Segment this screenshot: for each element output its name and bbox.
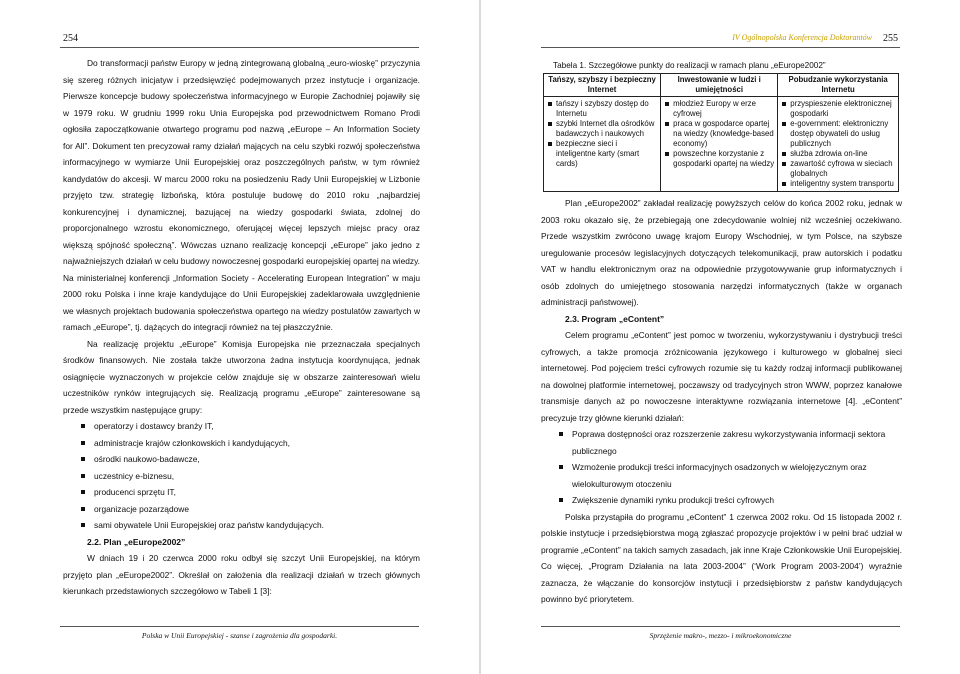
section-heading: 2.3. Program „eContent”: [565, 313, 665, 324]
table-row: [544, 97, 899, 192]
header-rule: [60, 47, 419, 48]
table-cell: [661, 97, 778, 192]
section-heading: 2.2. Plan „eEurope2002”: [87, 536, 186, 547]
footer-text: Polska w Unii Europejskiej - szanse i zagrożenia dla gospodarki.: [141, 631, 338, 640]
running-head: IV Ogólnopolska Konferencja Doktorantów: [732, 33, 872, 42]
paragraph: Na realizację projektu „eEurope” Komisja Europejska nie przeznaczała specjalnych środków finansowych. Nie została także utworzona żadna instytucja koordynująca, jednak osiągnięcie wyznaczonych w projekcie celów znajduje się w obszarze zainteresowań wielu uczestników rynków integrujących się. Realizacją programu „eEurope” zainteresowane są przede wszystkim następujące grupy:: [63, 338, 420, 415]
list-item: Zwiększenie dynamiki rynku produkcji treści cyfrowych: [559, 492, 902, 509]
table-item: zawartość cyfrowa w sieciach globalnych: [781, 159, 895, 179]
header-rule: [541, 47, 900, 48]
table-caption: Tabela 1. Szczegółowe punkty do realizacji w ramach planu „eEurope2002”: [553, 61, 826, 70]
table-item: przyspieszenie elektronicznej gospodarki: [781, 99, 895, 119]
paragraph: W dniach 19 i 20 czerwca 2000 roku odbył się szczyt Unii Europejskiej, na którym przyjęto plan „eEurope2002”. Określał on założenia dla realizacji działań w trzech głównych kierunkach przedstawionych szczegółowo w Tabeli 1 [3]:: [63, 553, 420, 596]
paragraph: Plan „eEurope2002” zakładał realizację powyższych celów do końca 2002 roku, jednak w 2003 roku okazało się, że przebiegają one zdecydowanie wolniej niż wcześniej oczekiwano. Przede wszystkim zwrócono uwagę krajom Europy Wschodniej, w tym Polsce, na szybsze uregulowanie procesów legislacyjnych dotyczących telekomunikacji, praw autorskich i podatku VAT w handlu elektronicznym oraz na odpowiednie przygotowywanie grup informatycznych i osób zdolnych do umiejętnego stosowania narzędzi informatycznych (także w organach administracji państwowej).: [541, 198, 902, 307]
table-item: inteligentny system transportu: [781, 179, 895, 189]
list-item: uczestnicy e-biznesu,: [81, 468, 420, 485]
table-item: praca w gospodarce opartej na wiedzy (knowledge-based economy): [664, 119, 774, 149]
list-item: administracje krajów członkowskich i kandydujących,: [81, 435, 420, 452]
groups-list: [81, 418, 420, 534]
table-item: e-government: elektroniczny dostęp obywateli do usług publicznych: [781, 119, 895, 149]
list-item: organizacje pozarządowe: [81, 501, 420, 518]
left-body: [63, 55, 420, 600]
list-item: Poprawa dostępności oraz rozszerzenie zakresu wykorzystywania informacji sektora publicznego: [559, 426, 902, 459]
list-item: operatorzy i dostawcy branży IT,: [81, 418, 420, 435]
table-item: powszechne korzystanie z gospodarki opartej na wiedzy: [664, 149, 774, 169]
table-item: szybki Internet dla ośrodków badawczych i naukowych: [547, 119, 657, 139]
list-item: sami obywatele Unii Europejskiej oraz państw kandydujących.: [81, 517, 420, 534]
table-header: Pobudzanie wykorzystania Internetu: [778, 74, 899, 97]
footer-rule: [541, 626, 900, 627]
table-item: bezpieczne sieci i inteligentne karty (smart cards): [547, 139, 657, 169]
table-cell: [544, 97, 661, 192]
table-item: służba zdrowia on-line: [781, 149, 895, 159]
directions-list: [559, 426, 902, 509]
table-header: Tańszy, szybszy i bezpieczny Internet: [544, 74, 661, 97]
left-page: [0, 0, 479, 674]
page-number: 254: [63, 33, 78, 44]
footer-rule: [60, 626, 419, 627]
table-item: młodzież Europy w erze cyfrowej: [664, 99, 774, 119]
right-body: [541, 60, 902, 608]
paragraph: Do transformacji państw Europy w jedną zintegrowaną globalną „euro-wioskę” przyczynia się szereg różnych inicjatyw i przedsięwzięć podejmowanych przez instytucje i organizacje. Pierwsze koncepcje budowy społeczeństwa informacyjnego w Europie Zachodniej pojawiły się w 1979 roku. W grudniu 1999 roku Unia Europejska pod przewodnictwem Romano Prodi ogłosiła zapoczątkowanie otwartego programu pod nazwą „eEurope – An Information Society for All”. Dokument ten precyzował ramy działań mających na celu szybki rozwój społeczeństwa informacyjnego w wymiarze Unii Europejskiej oraz poszczególnych państw, w tym również kandydatów do akcesji. W marcu 2000 roku na posiedzeniu Rady Unii Europejskiej w Lizbonie przyjęto tzw. strategię lizbońską, która postuluje budowę do 2010 roku „najbardziej konkurencyjnej i dynamicznej, bazującej na wiedzy gospodarki świata, zdolnej do proporcjonalnego wzrostu ekonomicznego, oferującej więcej lepszych miejsc pracy oraz większą spójność społeczną”. Wówczas uznano realizację koncepcji „eEurope” jako jedno z najważniejszych działań w celu budowy nowoczesnej gospodarki europejskiej opartej na wiedzy. Na ministerialnej konferencji „Information Society - Accelerating European Integration” w maju 2000 roku Polska i inne kraje kandydujące do Unii Europejskiej zadeklarowała uwzględnienie we własnych projektach budowania społeczeństwa opartego na wiedzy postulatów zawartych w ramach „eEurope”, tj. dążących do integracji również na tej płaszczyźnie.: [63, 58, 420, 332]
right-page: [481, 0, 960, 674]
table-cell: [778, 97, 899, 192]
paragraph: Celem programu „eContent” jest pomoc w tworzeniu, wykorzystywaniu i dystrybucji treści cyfrowych, a także promocja zróżnicowania językowego i kulturowego w globalnej sieci internetowej. Pod pojęciem treści cyfrowych rozumie się tu każdy rodzaj informacji publikowanej na dowolnej platformie internetowej, poczawszy od tradycyjnych stron WWW, poprzez kanałowe transmisje danych aż po nowoczesne interaktywne rozwiązania internetowe [4]. „eContent” precyzuje trzy główne kierunki działań:: [541, 330, 902, 423]
paragraph: Polska przystąpiła do programu „eContent” 1 czerwca 2002 roku. Od 15 listopada 2002 r. polskie instytucje i przedsiębiorstwa mogą zgłaszać propozycje projektów i w pełni brać udział w programie „eContent” na takich samych zasadach, jak inne Kraje Członkowskie Unii Europejskiej. Co więcej, „Program Działania na lata 2003-2004” (‘Work Program 2003-2004’) wyraźnie zaznacza, że włączanie do konsorcjów instytucji i przedsiębiorstw z państw kandydujących powinno być priorytetem.: [541, 511, 902, 604]
plan-table: [543, 73, 899, 192]
table-item: tańszy i szybszy dostęp do Internetu: [547, 99, 657, 119]
list-item: producenci sprzętu IT,: [81, 484, 420, 501]
footer-text: Sprzężenie makro-, mezzo- i mikroekonomiczne: [649, 631, 792, 640]
page-number: 255: [883, 33, 898, 44]
list-item: ośrodki naukowo-badawcze,: [81, 451, 420, 468]
table-header: Inwestowanie w ludzi i umiejętności: [661, 74, 778, 97]
list-item: Wzmożenie produkcji treści informacyjnych osadzonych w wielojęzycznym oraz wielokulturowym otoczeniu: [559, 459, 902, 492]
